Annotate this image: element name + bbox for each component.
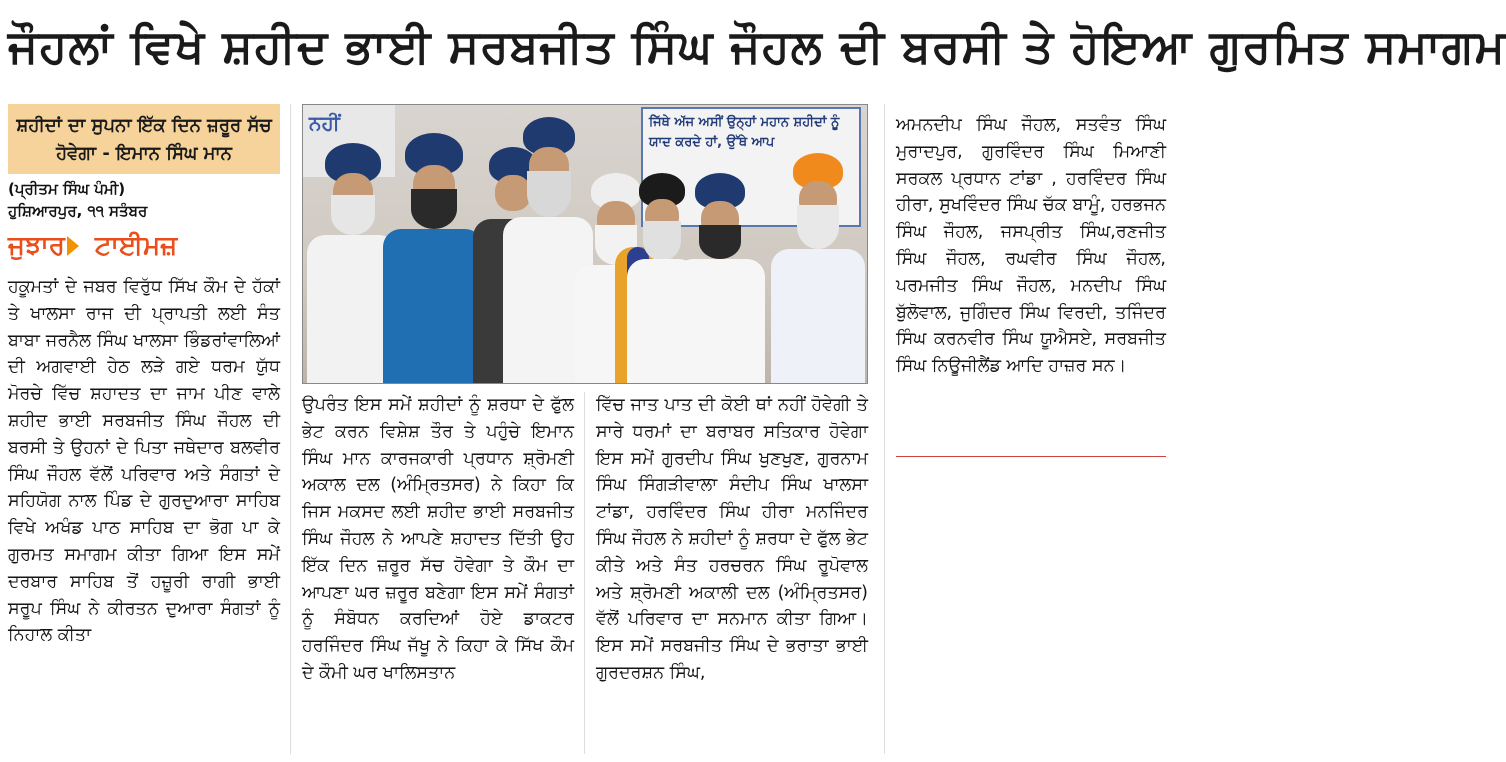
lead-column <box>8 104 280 649</box>
person-figure <box>771 153 865 383</box>
article-column-4-wrap <box>896 112 1166 380</box>
deck-subheadline: ਸ਼ਹੀਦਾਂ ਦਾ ਸੁਪਨਾ ਇੱਕ ਦਿਨ ਜ਼ਰੂਰ ਸੱਚ ਹੋਵੇਗਾ - ਇਮਾਨ ਸਿੰਘ ਮਾਨ <box>8 104 280 174</box>
article-column-4: ਅਮਨਦੀਪ ਸਿੰਘ ਜੌਹਲ, ਸਤਵੰਤ ਸਿੰਘ ਮੁਰਾਦਪੁਰ, ਗੁਰਵਿੰਦਰ ਸਿੰਘ ਮਿਆਣੀ ਸਰਕਲ ਪ੍ਰਧਾਨ ਟਾਂਡਾ , ਹਰਵਿੰਦਰ ਸਿੰਘ ਹੀਰਾ, ਸੁਖਵਿੰਦਰ ਸਿੰਘ ਚੱਕ ਬਾਮੂੰ, ਹਰਭਜਨ ਸਿੰਘ ਜੌਹਲ, ਜਸਪ੍ਰੀਤ ਸਿੰਘ,ਰਣਜੀਤ ਸਿੰਘ ਜੌਹਲ, ਰਘਵੀਰ ਸਿੰਘ ਜੌਹਲ, ਪਰਮਜੀਤ ਸਿੰਘ ਜੌਹਲ, ਮਨਦੀਪ ਸਿੰਘ ਬੁੱਲੋਵਾਲ, ਜੁਗਿੰਦਰ ਸਿੰਘ ਵਿਰਦੀ, ਤਜਿੰਦਰ ਸਿੰਘ ਕਰਨਵੀਰ ਸਿੰਘ ਯੂਐਸਏ, ਸਰਬਜੀਤ ਸਿੰਘ ਨਿਊਜੀਲੈਂਡ ਆਦਿ ਹਾਜ਼ਰ ਸਨ। <box>896 115 1166 377</box>
column-divider <box>884 104 885 754</box>
end-rule <box>896 456 1166 457</box>
article-column-1: ਹਕੂਮਤਾਂ ਦੇ ਜਬਰ ਵਿਰੁੱਧ ਸਿੱਖ ਕੌਮ ਦੇ ਹੱਕਾਂ ਤੇ ਖਾਲਸਾ ਰਾਜ ਦੀ ਪ੍ਰਾਪਤੀ ਲਈ ਸੰਤ ਬਾਬਾ ਜਰਨੈਲ ਸਿੰਘ ਖਾਲਸਾ ਭਿੰਡਰਾਂਵਾਲਿਆਂ ਦੀ ਅਗਵਾਈ ਹੇਠ ਲੜੇ ਗਏ ਧਰਮ ਯੁੱਧ ਮੋਰਚੇ ਵਿੱਚ ਸ਼ਹਾਦਤ ਦਾ ਜਾਮ ਪੀਣ ਵਾਲੇ ਸ਼ਹੀਦ ਭਾਈ ਸਰਬਜੀਤ ਸਿੰਘ ਜੌਹਲ ਦੀ ਬਰਸੀ ਤੇ ਉਹਨਾਂ ਦੇ ਪਿਤਾ ਜਥੇਦਾਰ ਬਲਵੀਰ ਸਿੰਘ ਜੌਹਲ ਵੱਲੋਂ ਪਰਿਵਾਰ ਅਤੇ ਸੰਗਤਾਂ ਦੇ ਸਹਿਯੋਗ ਨਾਲ ਪਿੰਡ ਦੇ ਗੁਰਦੁਆਰਾ ਸਾਹਿਬ ਵਿਖੇ ਅਖੰਡ ਪਾਠ ਸਾਹਿਬ ਦਾ ਭੋਗ ਪਾ ਕੇ ਗੁਰਮਤ ਸਮਾਗਮ ਕੀਤਾ ਗਿਆ ਇਸ ਸਮੇਂ ਦਰਬਾਰ ਸਾਹਿਬ ਤੋਂ ਹਜ਼ੂਰੀ ਰਾਗੀ ਭਾਈ ਸਰੂਪ ਸਿੰਘ ਨੇ ਕੀਰਤਨ ਦੁਆਰਾ ਸੰਗਤਾਂ ਨੂੰ ਨਿਹਾਲ ਕੀਤਾ <box>8 277 280 646</box>
logo-text-part2: ਟਾਈਮਜ਼ <box>94 230 178 261</box>
column-divider <box>290 104 291 754</box>
byline: (ਪ੍ਰੀਤਮ ਸਿੰਘ ਪੰਮੀ) <box>8 180 126 198</box>
photo-banner: ਜਿੱਥੇ ਅੱਜ ਅਸੀਂ ਉਨ੍ਹਾਂ ਮਹਾਨ ਸ਼ਹੀਦਾਂ ਨੂੰ ਯਾਦ ਕਰਦੇ ਹਾਂ, ਉੱਥੇ ਆਪ <box>641 107 861 227</box>
person-figure <box>383 133 483 383</box>
article-column-2: ਉਪਰੰਤ ਇਸ ਸਮੇਂ ਸ਼ਹੀਦਾਂ ਨੂੰ ਸ਼ਰਧਾ ਦੇ ਫੁੱਲ ਭੇਟ ਕਰਨ ਵਿਸ਼ੇਸ਼ ਤੌਰ ਤੇ ਪਹੁੰਚੇ ਇਮਾਨ ਸਿੰਘ ਮਾਨ ਕਾਰਜਕਾਰੀ ਪ੍ਰਧਾਨ ਸ਼੍ਰੋਮਣੀ ਅਕਾਲ ਦਲ (ਅੰਮ੍ਰਿਤਸਰ) ਨੇ ਕਿਹਾ ਕਿ ਜਿਸ ਮਕਸਦ ਲਈ ਸ਼ਹੀਦ ਭਾਈ ਸਰਬਜੀਤ ਸਿੰਘ ਜੌਹਲ ਨੇ ਆਪਣੇ ਸ਼ਹਾਦਤ ਦਿੱਤੀ ਉਹ ਇੱਕ ਦਿਨ ਜ਼ਰੂਰ ਸੱਚ ਹੋਵੇਗਾ ਤੇ ਕੌਮ ਦਾ ਆਪਣਾ ਘਰ ਜ਼ਰੂਰ ਬਣੇਗਾ ਇਸ ਸਮੇਂ ਸੰਗਤਾਂ ਨੂੰ ਸੰਬੋਧਨ ਕਰਦਿਆਂ ਹੋਏ ਡਾਕਟਰ ਹਰਜਿੰਦਰ ਸਿੰਘ ਜੱਖੂ ਨੇ ਕਿਹਾ ਕੇ ਸਿੱਖ ਕੌਮ ਦੇ ਕੌਮੀ ਘਰ ਖਾਲਿਸਤਾਨ <box>302 395 574 683</box>
article-column-3-wrap <box>596 392 868 687</box>
news-photo <box>302 104 868 384</box>
newspaper-logo <box>8 226 280 266</box>
logo-text-part1: ਜੁਝਾਰ <box>8 230 65 261</box>
wall-sign: ਨਹੀਂ <box>303 105 395 177</box>
dateline: ਹੁਸ਼ਿਆਰਪੁਰ, ੧੧ ਸਤੰਬਰ <box>8 202 148 220</box>
person-figure <box>675 173 765 383</box>
article-column-3: ਵਿੱਚ ਜਾਤ ਪਾਤ ਦੀ ਕੋਈ ਥਾਂ ਨਹੀਂ ਹੋਵੇਗੀ ਤੇ ਸਾਰੇ ਧਰਮਾਂ ਦਾ ਬਰਾਬਰ ਸਤਿਕਾਰ ਹੋਵੇਗਾ ਇਸ ਸਮੇਂ ਗੁਰਦੀਪ ਸਿੰਘ ਖੁਣਖੁਣ, ਗੁਰਨਾਮ ਸਿੰਘ ਸਿੰਗੜੀਵਾਲਾ ਸੰਦੀਪ ਸਿੰਘ ਖਾਲਸਾ ਟਾਂਡਾ, ਹਰਵਿੰਦਰ ਸਿੰਘ ਹੀਰਾ ਮਨਜਿੰਦਰ ਸਿੰਘ ਜੌਹਲ ਨੇ ਸ਼ਹੀਦਾਂ ਨੂੰ ਸ਼ਰਧਾ ਦੇ ਫੁੱਲ ਭੇਟ ਕੀਤੇ ਅਤੇ ਸੰਤ ਹਰਚਰਨ ਸਿੰਘ ਰੂਪੋਵਾਲ ਅਤੇ ਸ਼੍ਰੋਮਣੀ ਅਕਾਲੀ ਦਲ (ਅੰਮ੍ਰਿਤਸਰ) ਵੱਲੋਂ ਪਰਿਵਾਰ ਦਾ ਸਨਮਾਨ ਕੀਤਾ ਗਿਆ। ਇਸ ਸਮੇਂ ਸਰਬਜੀਤ ਸਿੰਘ ਦੇ ਭਰਾਤਾ ਭਾਈ ਗੁਰਦਰਸ਼ਨ ਸਿੰਘ, <box>596 395 868 683</box>
flag-icon <box>67 236 79 256</box>
article-column-2-wrap <box>302 392 574 687</box>
headline: ਜੌਹਲਾਂ ਵਿਖੇ ਸ਼ਹੀਦ ਭਾਈ ਸਰਬਜੀਤ ਸਿੰਘ ਜੌਹਲ ਦੀ ਬਰਸੀ ਤੇ ਹੋਇਆ ਗੁਰਮਿਤ ਸਮਾਗਮ <box>8 19 1506 73</box>
column-divider <box>584 392 585 754</box>
